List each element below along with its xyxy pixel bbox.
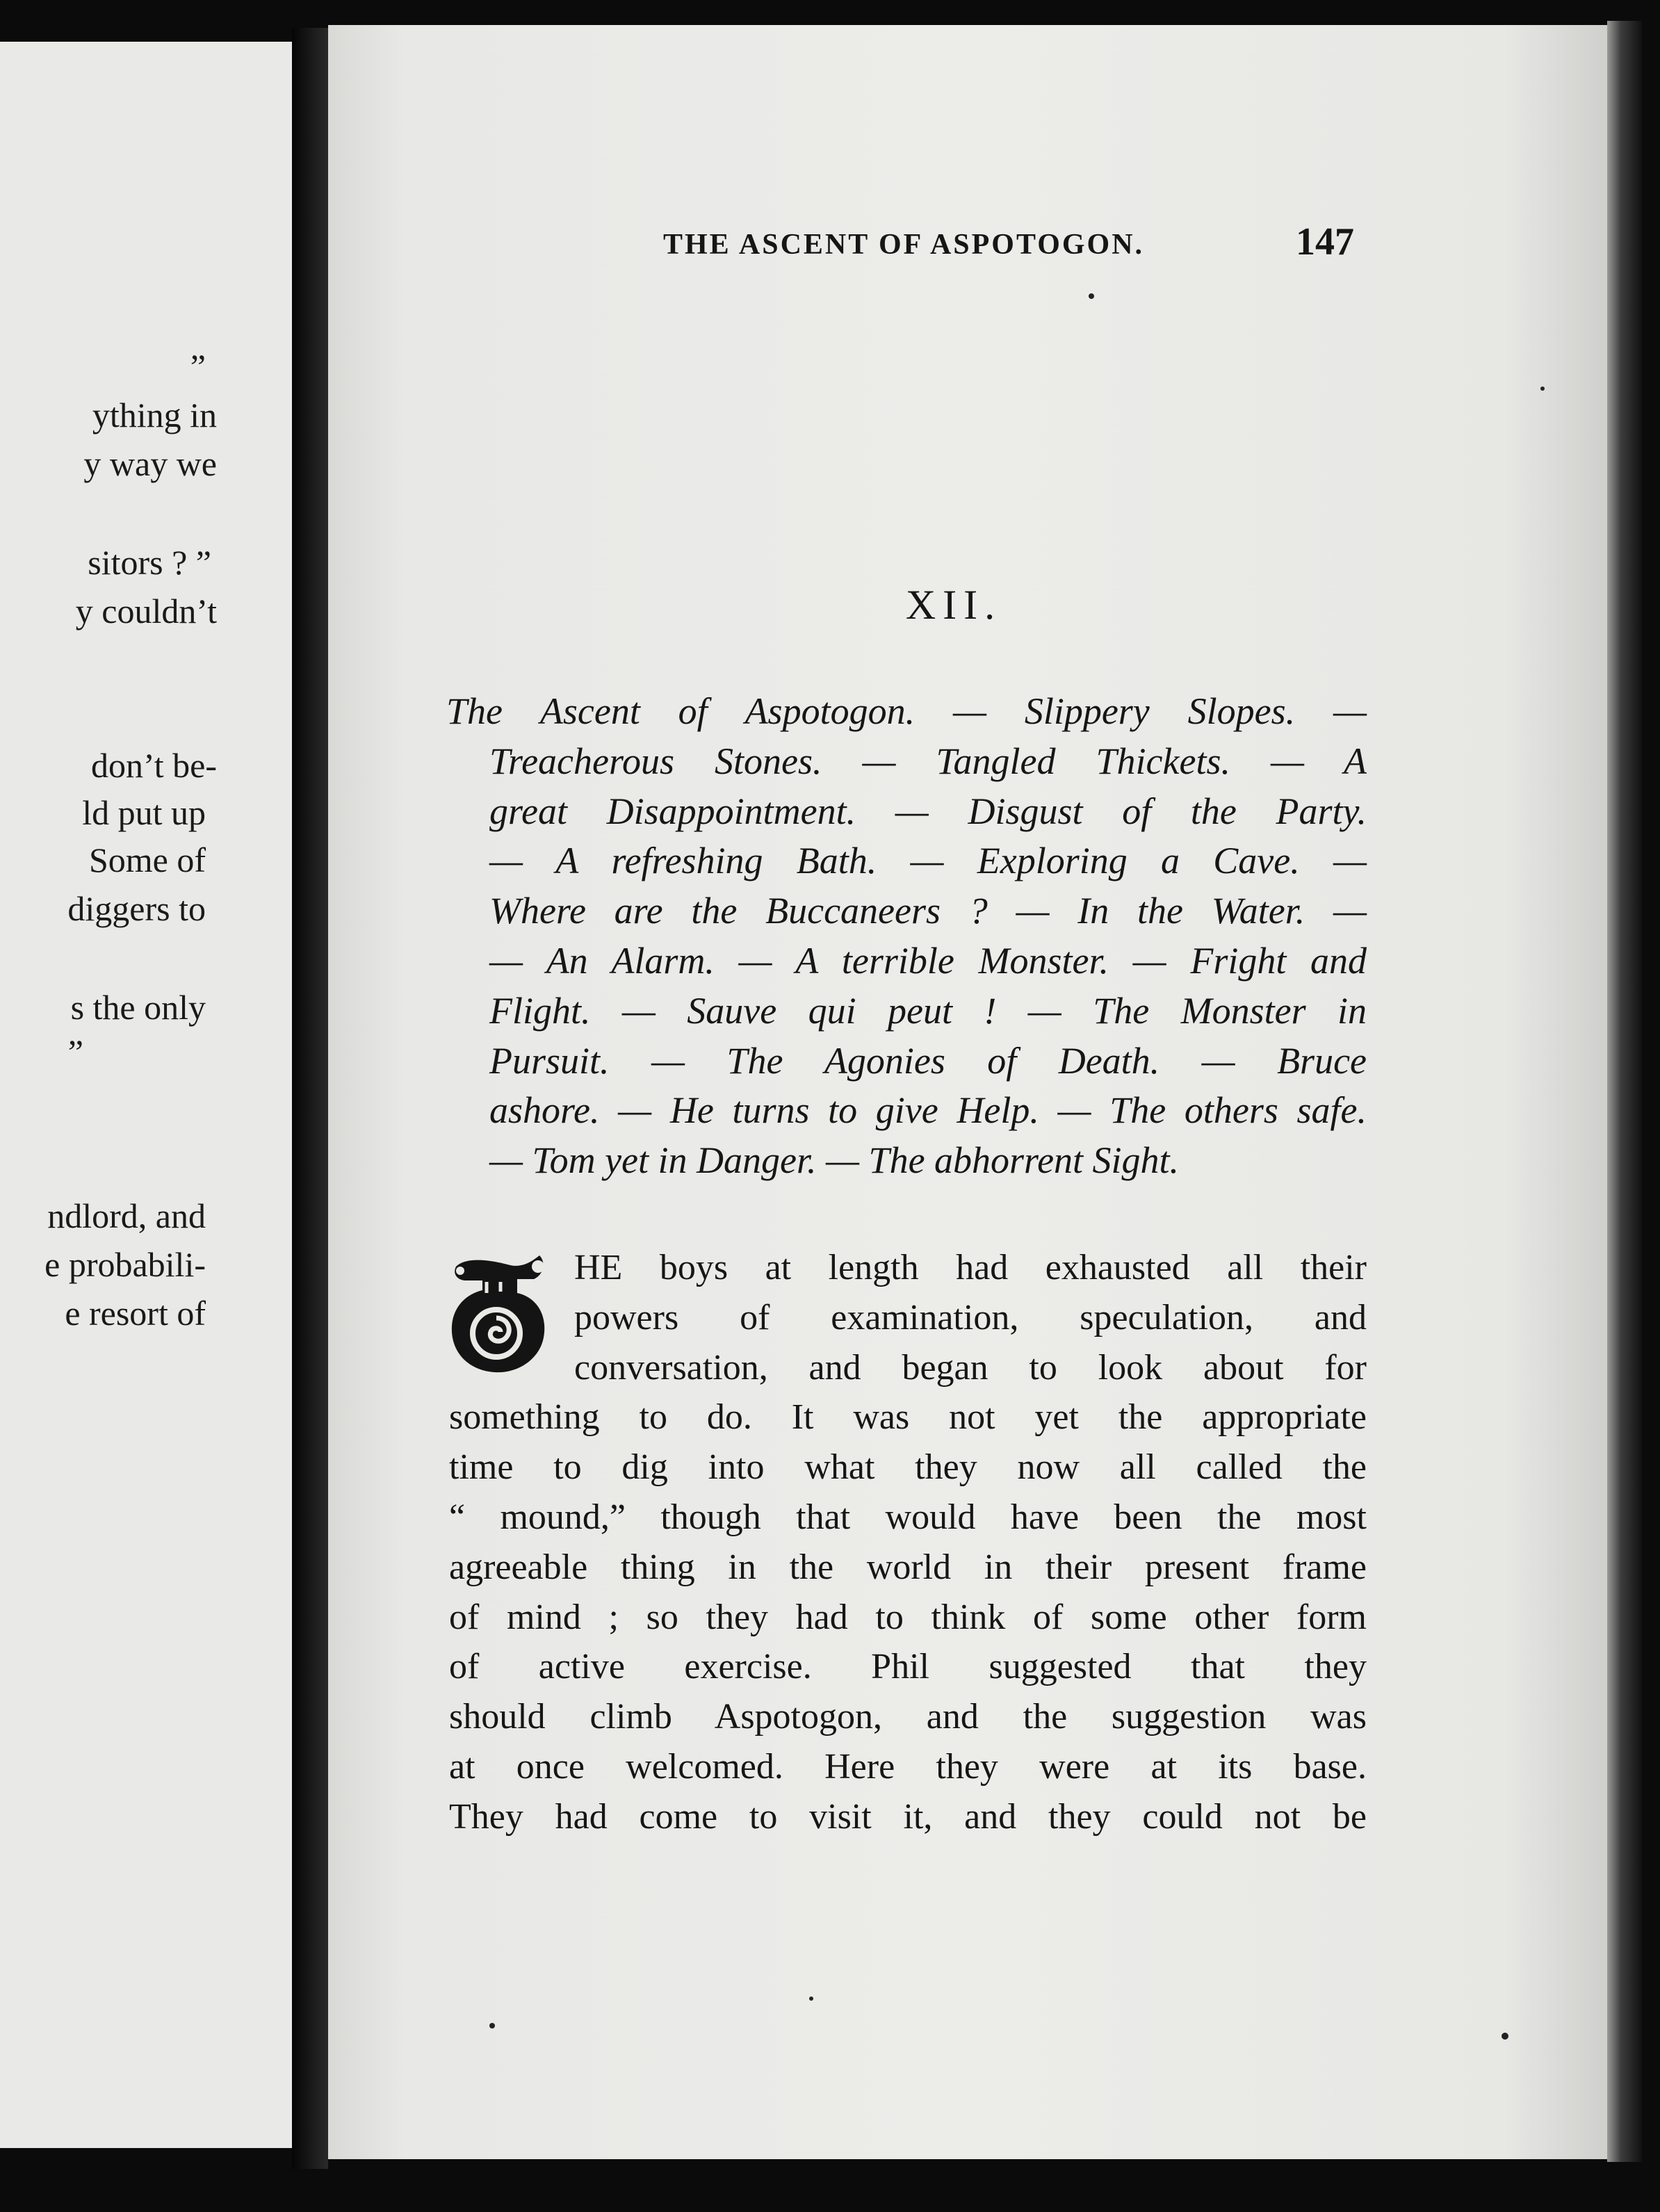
body-line: They had come to visit it, and they could not be [449, 1796, 1367, 1837]
left-page-line: ything in [92, 396, 217, 434]
paper-speck [809, 1997, 813, 2001]
left-page-line: e resort of [65, 1294, 206, 1333]
paper-speck [489, 2023, 495, 2028]
body-line: conversation, and began to look about for [574, 1347, 1367, 1388]
body-line: of mind ; so they had to think of some other form [449, 1597, 1367, 1637]
left-page-line: e probabili- [44, 1245, 206, 1284]
left-page-line: sitors ? ” [88, 543, 211, 582]
synopsis-line: — Tom yet in Danger. — The abhorrent Sight. [489, 1139, 1180, 1182]
left-page-line: ndlord, and [47, 1196, 206, 1235]
paper-speck [1502, 2033, 1508, 2040]
body-line: should climb Aspotogon, and the suggestion was [449, 1697, 1367, 1737]
left-page-line: ” [190, 347, 206, 386]
body-line: agreeable thing in the world in their present frame [449, 1547, 1367, 1587]
book-gutter-shadow [292, 28, 328, 2169]
body-line: time to dig into what they now all called the [449, 1447, 1367, 1488]
left-page-line: diggers to [67, 889, 206, 928]
synopsis-line: — A refreshing Bath. — Exploring a Cave. — [489, 840, 1367, 882]
body-line: of active exercise. Phil suggested that they [449, 1647, 1367, 1687]
left-page-line: ld put up [82, 793, 206, 832]
left-page-line: s the only [70, 988, 206, 1027]
body-line: at once welcomed. Here they were at its base. [449, 1746, 1367, 1787]
synopsis-line: Flight. — Sauve qui peut ! — The Monster in [489, 989, 1367, 1032]
synopsis-line: great Disappointment. — Disgust of the Party. [489, 790, 1367, 832]
left-page-line: y way we [83, 444, 217, 483]
left-page-line: don’t be- [91, 746, 217, 785]
synopsis-line: The Ascent of Aspotogon. — Slippery Slopes. — [446, 690, 1367, 732]
page-number: 147 [1296, 220, 1354, 263]
synopsis-line: Where are the Buccaneers ? — In the Water. — [489, 890, 1367, 932]
chapter-synopsis [446, 687, 1367, 1186]
body-line: powers of examination, speculation, and [574, 1297, 1367, 1337]
chapter-number: XII. [905, 582, 1002, 628]
synopsis-line: Pursuit. — The Agonies of Death. — Bruce [489, 1039, 1367, 1082]
running-head: THE ASCENT OF ASPOTOGON. [663, 229, 1145, 261]
paper-speck [1540, 387, 1545, 391]
body-line: HE boys at length had exhausted all their [574, 1248, 1367, 1287]
left-page-line: y couldn’t [75, 592, 217, 631]
synopsis-line: ashore. — He turns to give Help. — The others safe. [489, 1089, 1367, 1132]
synopsis-line: — An Alarm. — A terrible Monster. — Fright and [489, 939, 1367, 982]
body-line: something to do. It was not yet the appropriate [449, 1397, 1367, 1438]
chapter-body-text [449, 1243, 1367, 1842]
body-line: “ mound,” though that would have been the most [449, 1497, 1367, 1537]
synopsis-line: Treacherous Stones. — Tangled Thickets. — A [489, 740, 1367, 782]
paper-speck [1089, 293, 1094, 299]
left-page-line: ” [67, 1032, 83, 1071]
left-facing-page [0, 42, 292, 2148]
page-edge-shadow [1607, 21, 1642, 2162]
left-page-line: Some of [88, 840, 206, 879]
right-page [328, 25, 1607, 2159]
